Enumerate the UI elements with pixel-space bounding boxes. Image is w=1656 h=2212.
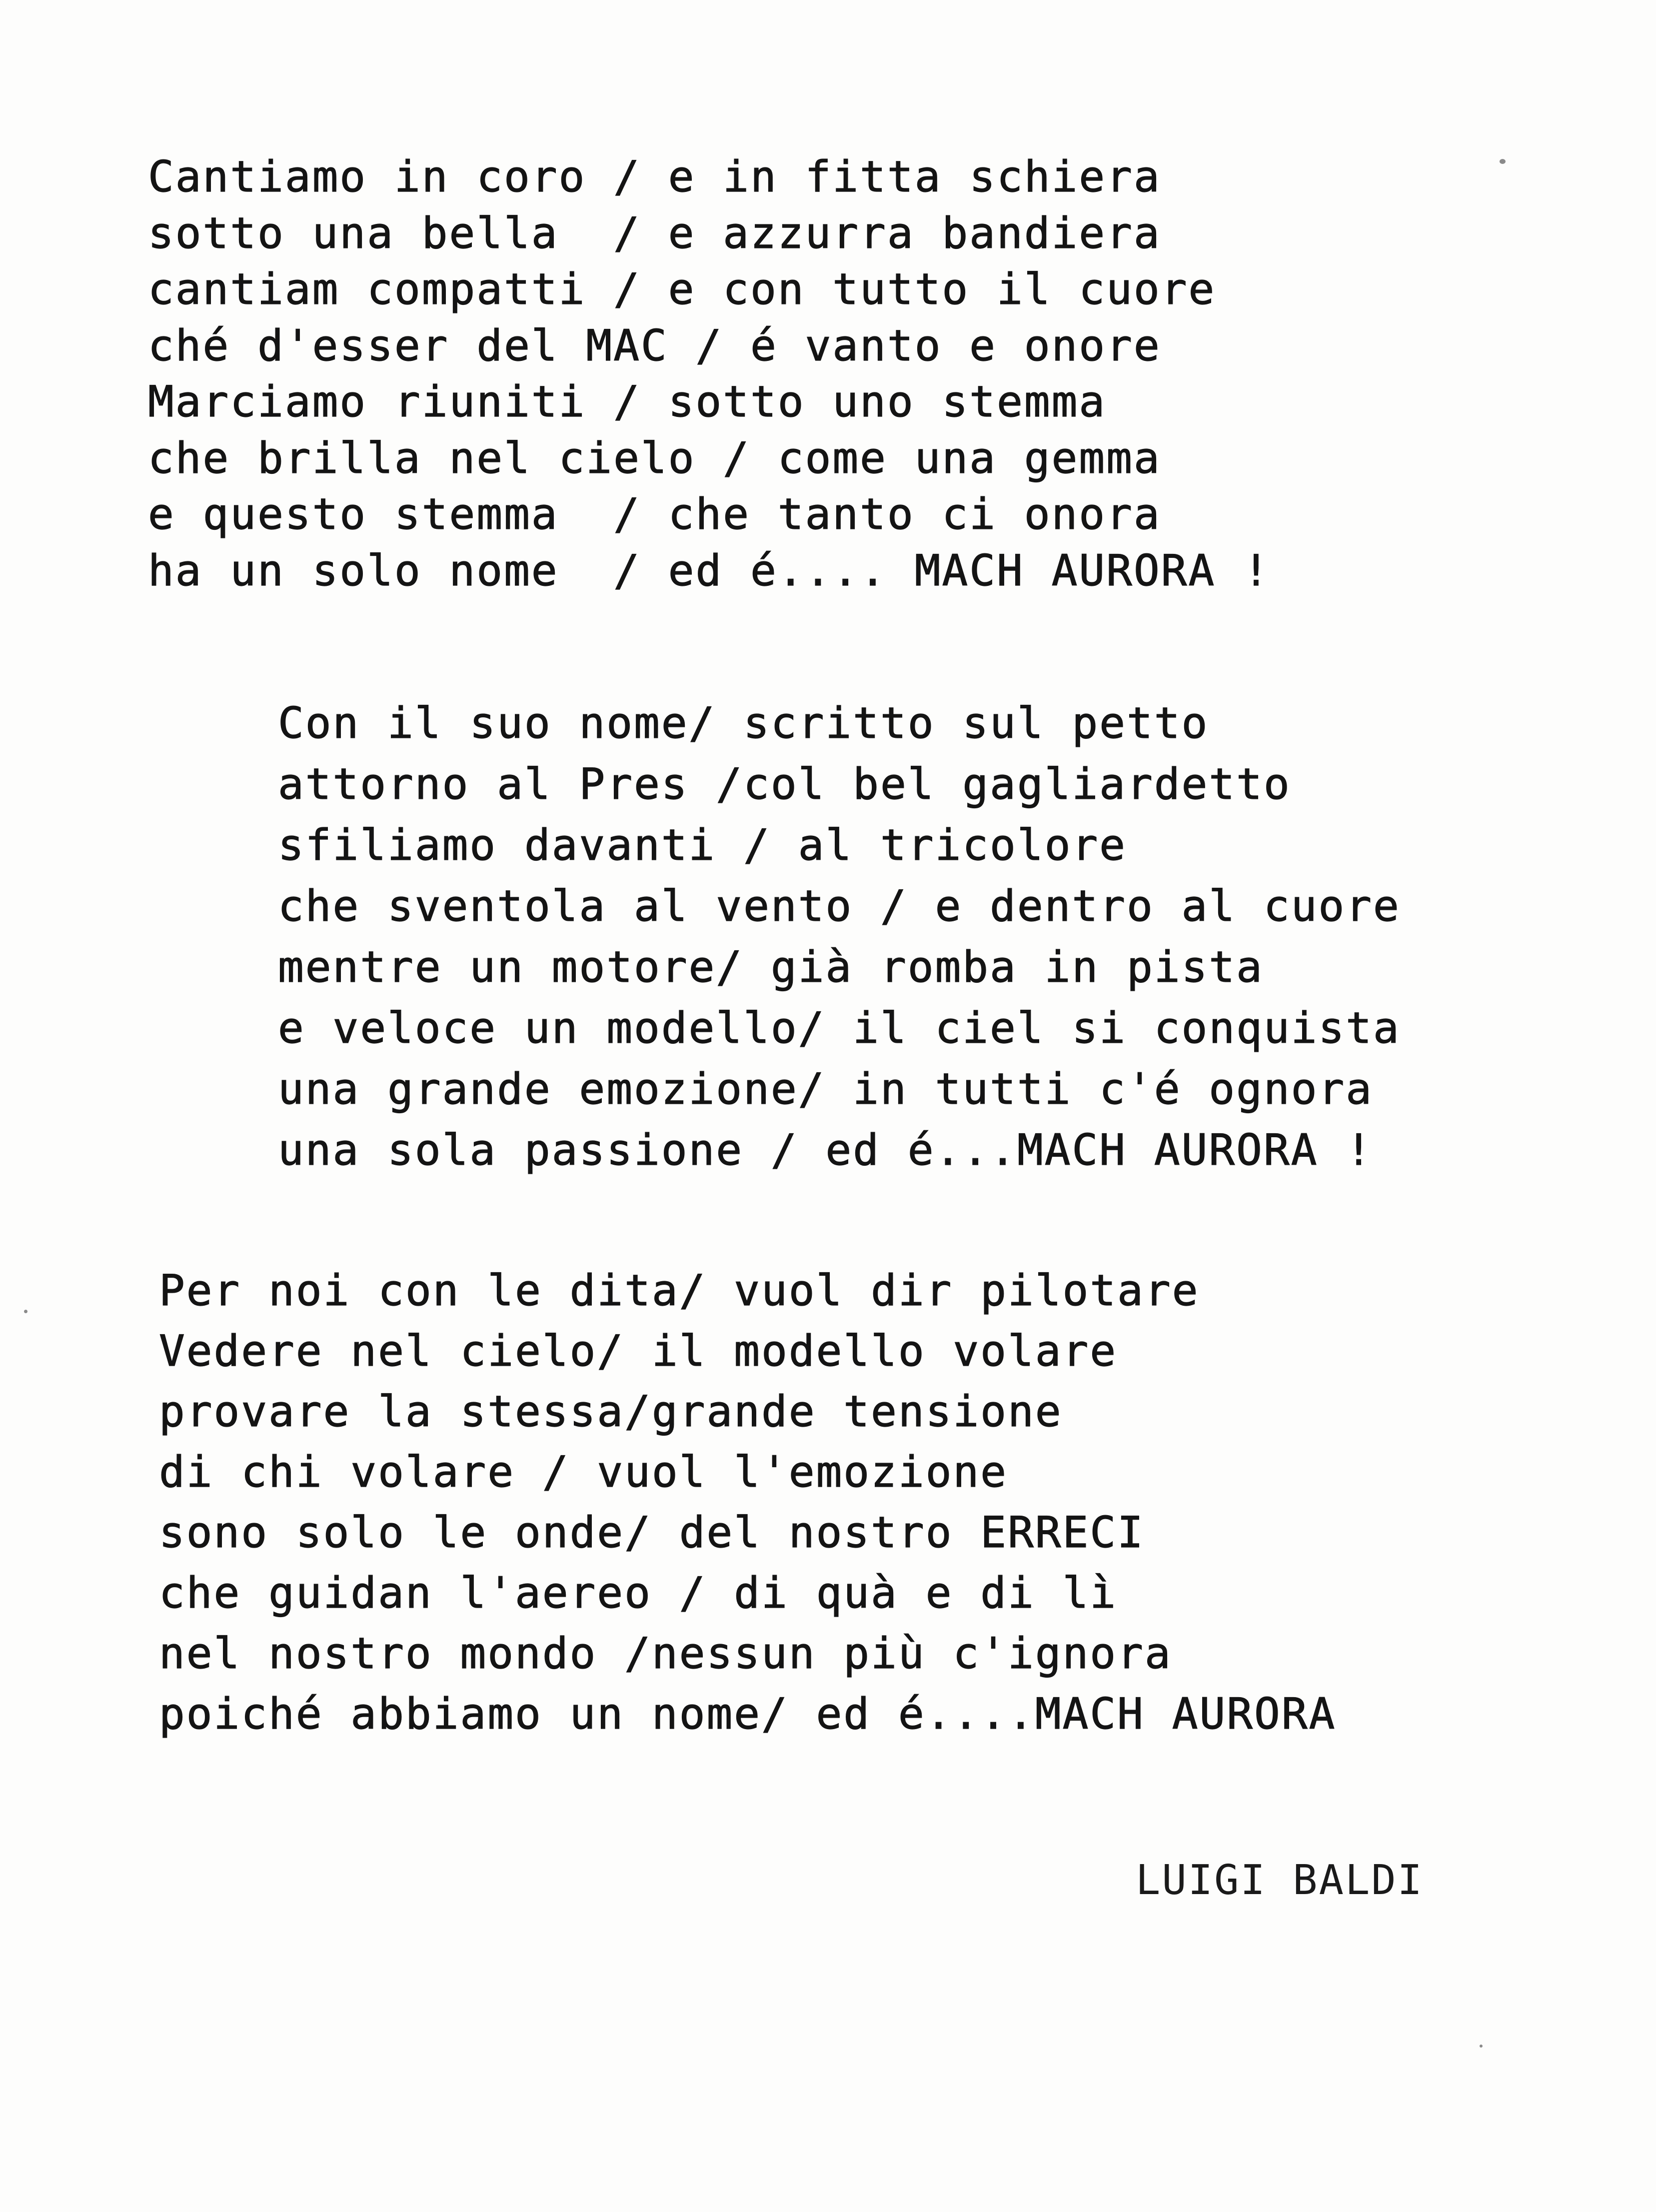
verse-line: sono solo le onde/ del nostro ERRECI: [159, 1508, 1145, 1558]
verse-line: e questo stemma / che tanto ci onora: [148, 489, 1161, 539]
verse-line: una sola passione / ed é...MACH AURORA !: [278, 1125, 1374, 1175]
verse-line: Marciamo riuniti / sotto uno stemma: [148, 377, 1107, 427]
verse-line: mentre un motore/ già romba in pista: [278, 942, 1264, 992]
verse-line: che brilla nel cielo / come una gemma: [148, 433, 1161, 483]
stanza-1: [148, 149, 1271, 599]
verse-line: provare la stessa/grande tensione: [159, 1387, 1063, 1437]
verse-line: poiché abbiamo un nome/ ed é....MACH AURORA: [159, 1689, 1337, 1739]
verse-line: una grande emozione/ in tutti c'é ognora: [278, 1064, 1374, 1114]
verse-line: Con il suo nome/ scritto sul petto: [278, 698, 1209, 748]
verse-line: e veloce un modello/ il ciel si conquista: [278, 1003, 1401, 1053]
verse-line: che sventola al vento / e dentro al cuore: [278, 881, 1401, 931]
verse-line: nel nostro mondo /nessun più c'ignora: [159, 1629, 1172, 1679]
verse-line: Cantiamo in coro / e in fitta schiera: [148, 152, 1161, 202]
paper-speck: [1500, 159, 1506, 164]
verse-line: ché d'esser del MAC / é vanto e onore: [148, 320, 1161, 371]
verse-line: cantiam compatti / e con tutto il cuore: [148, 264, 1216, 314]
stanza-3: [159, 1261, 1336, 1745]
stanza-2: [278, 693, 1401, 1181]
paper-speck: [24, 1310, 27, 1313]
verse-line: sotto una bella / e azzurra bandiera: [148, 208, 1161, 258]
verse-line: Per noi con le dita/ vuol dir pilotare: [159, 1266, 1200, 1316]
verse-line: di chi volare / vuol l'emozione: [159, 1447, 1008, 1497]
verse-line: che guidan l'aereo / di quà e di lì: [159, 1568, 1118, 1618]
verse-line: ha un solo nome / ed é.... MACH AURORA !: [148, 545, 1271, 596]
verse-line: sfiliamo davanti / al tricolore: [278, 820, 1127, 870]
author-signature: LUIGI BALDI: [1136, 1857, 1424, 1904]
paper-speck: [1480, 2045, 1483, 2048]
verse-line: Vedere nel cielo/ il modello volare: [159, 1326, 1118, 1376]
verse-line: attorno al Pres /col bel gagliardetto: [278, 759, 1291, 809]
